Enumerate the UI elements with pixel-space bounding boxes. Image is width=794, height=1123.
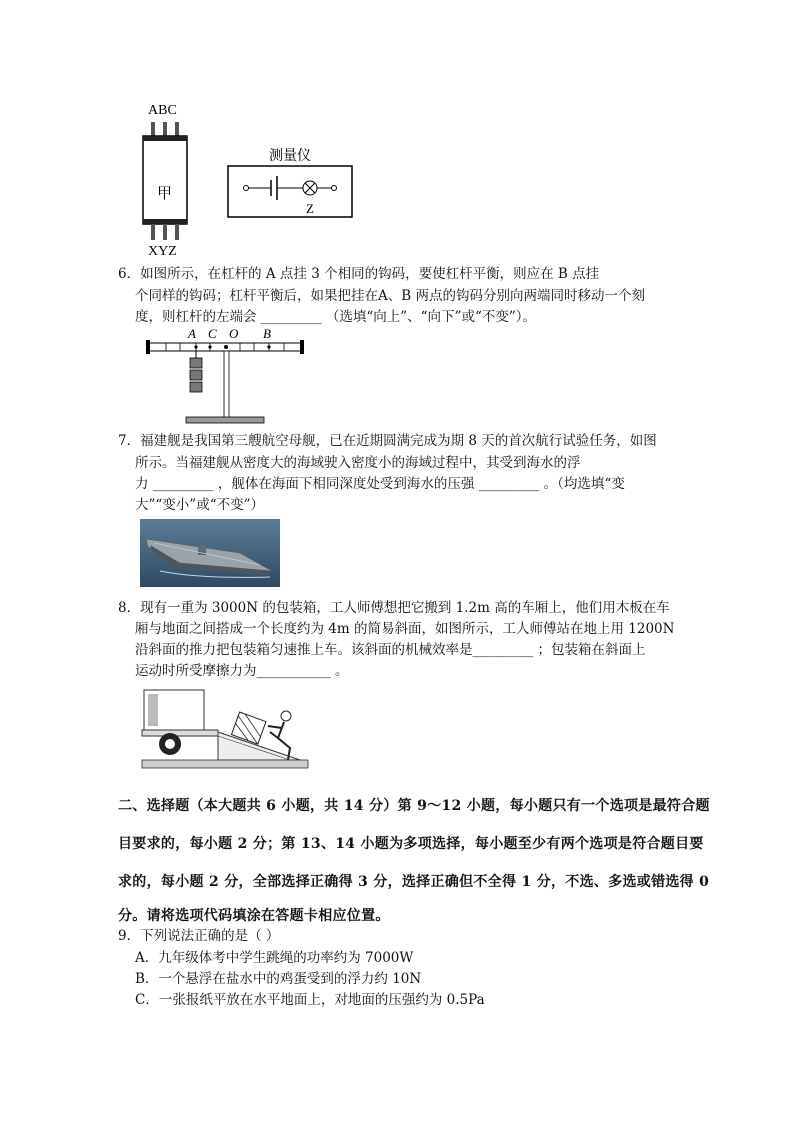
meter-title: 测量仪: [269, 149, 311, 164]
q9-option-a: A．九年级体考中学生跳绳的功率约为 7000W: [135, 950, 414, 966]
section2-line4: 分。请将选项代码填涂在答题卡相应位置。: [118, 908, 390, 924]
lever-label-a: A: [188, 326, 196, 341]
q8-line4: 运动时所受摩擦力为___________ 。: [135, 663, 349, 679]
meter-z-label: Z: [306, 201, 314, 216]
section2-line1: 二、选择题（本大题共 6 小题，共 14 分）第 9～12 小题，每小题只有一个选项是最符合题: [118, 798, 710, 814]
q7-line4: 大”“变小”或“不变”）: [135, 497, 265, 513]
jia-label: 甲: [157, 186, 173, 202]
carrier-photo: [140, 519, 280, 587]
q8-line1: 8．现有一重为 3000N 的包装箱，工人师傅想把它搬到 1.2m 高的车厢上，他们用木板在车: [118, 600, 670, 616]
q6-line1: 6．如图所示，在杠杆的 A 点挂 3 个相同的钩码，要使杠杆平衡，则应在 B 点挂: [118, 266, 600, 282]
q7-line3: 力 _________ ，舰体在海面下相同深度处受到海水的压强 _________ 。（均选填“变: [135, 476, 625, 492]
section2-line3: 求的，每小题 2 分，全部选择正确得 3 分，选择正确但不全得 1 分，不选、多选或错选得 0: [118, 874, 710, 890]
q9-option-c: C．一张报纸平放在水平地面上，对地面的压强约为 0.5Pa: [135, 992, 485, 1008]
q7-line1: 7．福建舰是我国第三艘航空母舰，已在近期圆满完成为期 8 天的首次航行试验任务，如图: [118, 433, 657, 449]
q8-line3: 沿斜面的推力把包装箱匀速推上车。该斜面的机械效率是_________ ；包装箱在斜面上: [135, 642, 646, 658]
box-jia-figure: [138, 98, 368, 258]
lever-label-b: B: [263, 326, 271, 341]
lever-label-c: C: [208, 326, 217, 341]
q9-option-b: B．一个悬浮在盐水中的鸡蛋受到的浮力约 10N: [135, 971, 422, 987]
xyz-label: XYZ: [148, 244, 177, 258]
q6-line3: 度，则杠杆的左端会 _________ （选填“向上”、“向下”或“不变”）。: [135, 309, 536, 325]
ramp-figure: [140, 686, 310, 772]
lever-figure: [140, 324, 310, 428]
q8-line2: 厢与地面之间搭成一个长度约为 4m 的简易斜面，如图所示，工人师傅站在地上用 1200N: [135, 621, 675, 637]
section2-line2: 目要求的，每小题 2 分；第 13、14 小题为多项选择，每小题至少有两个选项是符合题目要: [118, 836, 704, 852]
q6-line2: 个同样的钩码；杠杆平衡后，如果把挂在A、B 两点的钩码分别向两端同时移动一个刻: [135, 288, 645, 304]
q7-line2: 所示。当福建舰从密度大的海域驶入密度小的海域过程中，其受到海水的浮: [135, 455, 581, 471]
lever-label-o: O: [229, 326, 239, 341]
q9-stem: 9．下列说法正确的是（ ）: [118, 928, 280, 944]
abc-label: ABC: [148, 103, 177, 118]
